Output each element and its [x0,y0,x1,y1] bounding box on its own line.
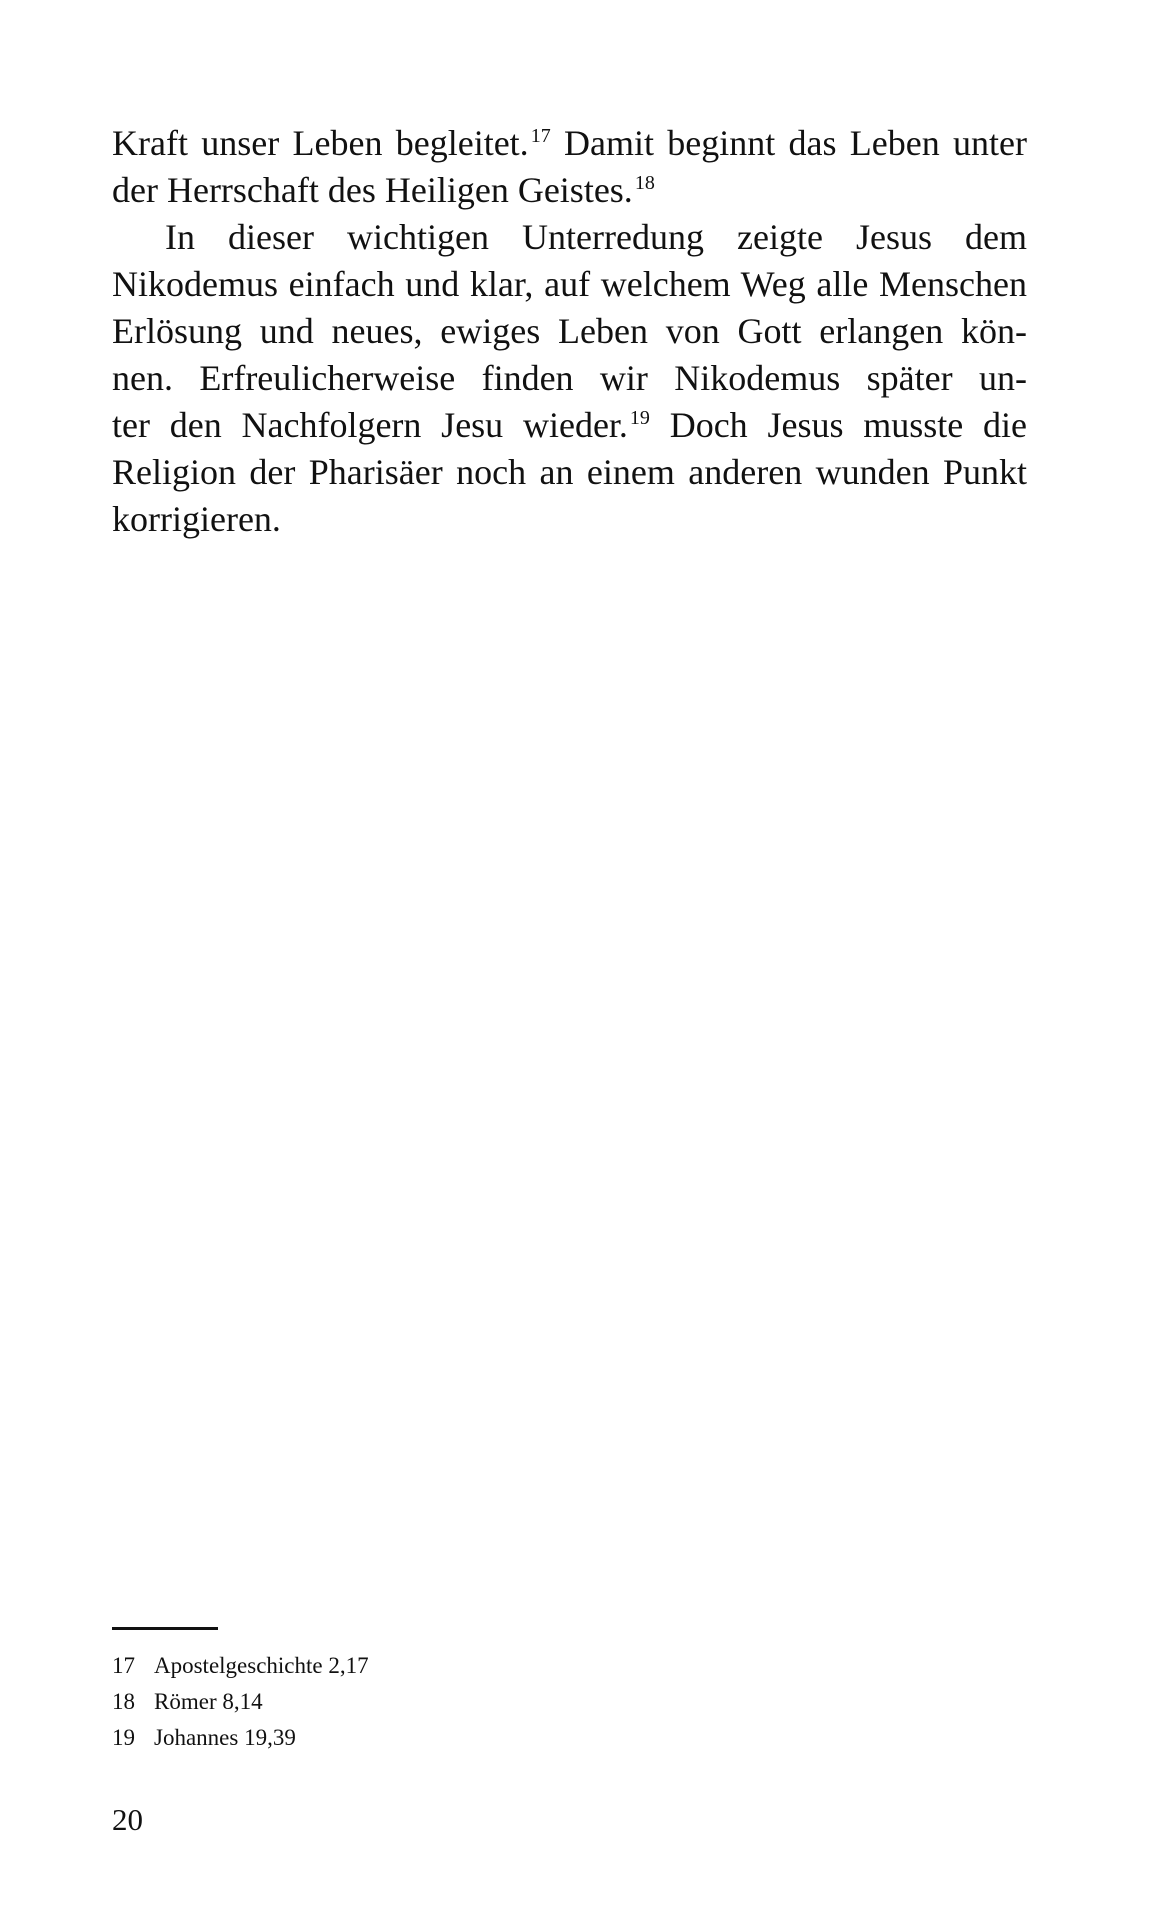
text-line: Religion der Pharisäer noch an einem anderen wunden Punkt [112,452,1027,492]
footnotes [112,1648,369,1756]
footnote-number: 17 [112,1653,135,1678]
text-line: ter den Nachfolgern Jesu wieder. $^{19}$ Doch Jesus musste die [112,405,1027,445]
text-line: In dieser wichtigen Unterredung zeigte Jesus dem [165,217,1027,257]
text-line: der Herrschaft des Heiligen Geistes. $^{18}$ [112,170,655,210]
footnote-ref: 18 [634,172,655,194]
footnote-ref: 19 [629,407,650,429]
footnote-number: 19 [112,1725,135,1750]
footnote-ref: 17 [530,125,551,147]
text-line: nen. Erfreulicherweise finden wir Nikodemus später un- [112,358,1027,398]
footnote [112,1648,369,1684]
footnote [112,1720,369,1756]
footnote-separator [112,1627,218,1630]
footnote [112,1684,369,1720]
text-line: Nikodemus einfach und klar, auf welchem Weg alle Menschen [112,264,1027,304]
body-text [112,120,1027,543]
footnote-text: Johannes 19,39 [154,1725,296,1750]
text-line: Kraft unser Leben begleitet. $^{17}$ Damit beginnt das Leben unter [112,123,1027,163]
text-line: korrigieren. [112,499,281,539]
page-number: 20 [112,1802,143,1837]
footnote-text: Römer 8,14 [154,1689,263,1714]
text-line: Erlösung und neues, ewiges Leben von Gott erlangen kön- [112,311,1027,351]
footnote-number: 18 [112,1689,135,1714]
footnote-text: Apostelgeschichte 2,17 [154,1653,369,1678]
